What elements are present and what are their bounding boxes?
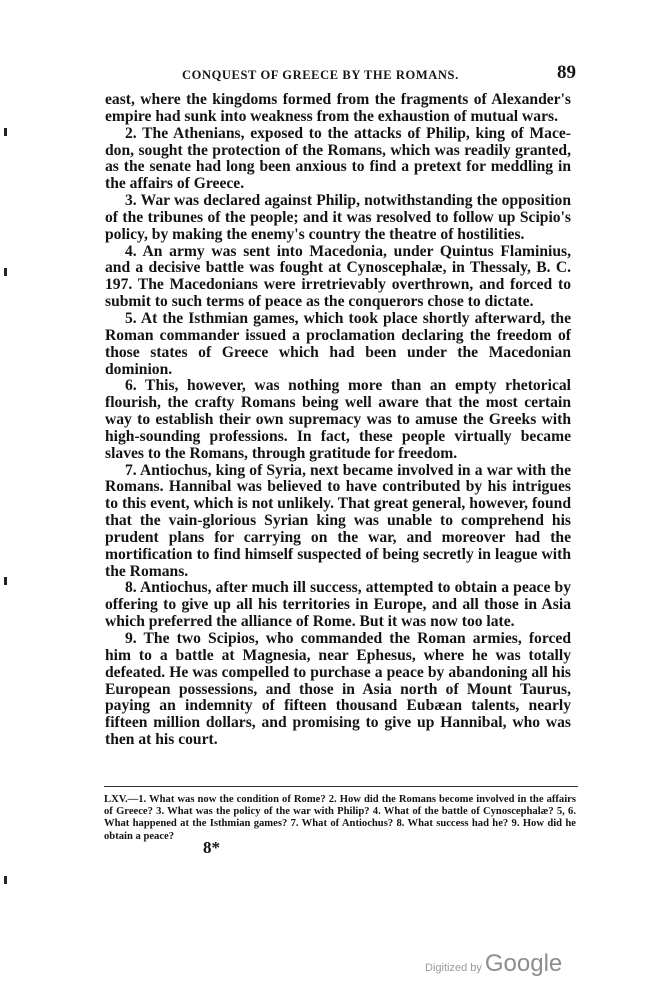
paragraph-7: 7. Antiochus, king of Syria, next became involved in a war with the Romans. Hannibal was believed to have contributed by his intrigues to this event, which is not unlikely. That great general, however, found that the vain-glorious Syrian king was unable to comprehend his prudent plans for carrying on the war, and moreover had the mortification to find himself suspected of being secretly in league with the Romans.	[105, 461, 571, 580]
paragraph-5: 5. At the Isthmian games, which took place shortly afterward, the Roman commander issued a proclamation declaring the freedom of those states of Greece which had been under the Macedonian dominion.	[105, 309, 571, 378]
page-number: 89	[557, 62, 576, 83]
digitization-watermark	[425, 950, 562, 978]
watermark-prefix: Digitized by	[425, 962, 482, 974]
margin-mark	[4, 128, 7, 136]
google-logo: Google	[484, 950, 563, 977]
paragraph-8: 8. Antiochus, after much ill success, attempted to obtain a peace by offering to give up all his territories in Europe, and all those in Asia which preferred the alliance of Rome. But it was now too late.	[105, 579, 571, 631]
margin-mark	[4, 268, 7, 276]
paragraph-9: 9. The two Scipios, who commanded the Roman armies, forced him to a battle at Magnesia, near Ephesus, where he was totally defeated. He was compelled to purchase a peace by abandoning all his European possessions, and those in Asia north of Mount Taurus, paying an indemnity of fifteen thousand Eubæan talents, nearly fifteen million dollars, and promising to give up Hannibal, who was then at his court.	[105, 630, 571, 749]
paragraph-4: 4. An army was sent into Macedonia, under Quintus Flaminius, and a decisive battle was fought at Cynoscephalæ, in Thessaly, B. C. 197. The Macedonians were irretrievably overthrown, and forced to submit to such terms of peace as the conquerors chose to dictate.	[105, 242, 571, 311]
margin-mark	[4, 577, 7, 585]
body-text	[105, 92, 571, 749]
running-title: CONQUEST OF GREECE BY THE ROMANS.	[182, 68, 459, 82]
margin-mark	[4, 876, 7, 884]
signature-mark: 8*	[203, 838, 220, 857]
paragraph-continuation: east, where the kingdoms formed from the fragments of Alexander's empire had sunk into weakness from the exhaustion of mutual wars.	[105, 91, 571, 125]
paragraph-6: 6. This, however, was nothing more than an empty rhetorical flourish, the crafty Romans being well aware that the most certain way to establish their own supremacy was to amuse the Greeks with high-sounding professions. In fact, these people virtually became slaves to the Romans, through gratitude for freedom.	[105, 377, 571, 462]
paragraph-3: 3. War was declared against Philip, notwithstanding the opposition of the tribunes of the people; and it was resolved to follow up Scipio's policy, by making the enemy's country the theatre of hostilities.	[105, 192, 571, 243]
page-header	[104, 62, 576, 86]
review-questions: LXV.—1. What was now the condition of Rome? 2. How did the Romans become involved in the affairs of Greece? 3. What was the policy of the war with Philip? 4. What of the battle of Cynoscephalæ? 5, 6. What happened at the Isthmian games? 7. What of Antiochus? 8. What success had he? 9. How did he obtain a peace?	[104, 794, 576, 842]
paragraph-2: 2. The Athenians, exposed to the attacks of Philip, king of Macedon, sought the protection of the Romans, which was readily granted, as the senate had long been anxious to find a pretext for meddling in the affairs of Greece.	[105, 124, 571, 193]
footnote-divider	[104, 786, 578, 787]
